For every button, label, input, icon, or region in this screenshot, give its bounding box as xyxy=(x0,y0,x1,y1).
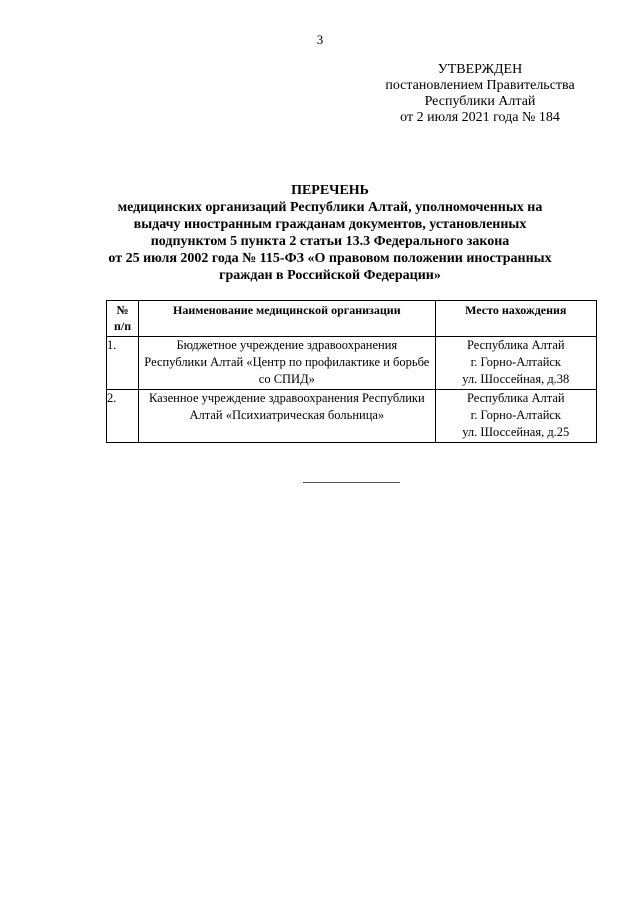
location-line: Республика Алтай xyxy=(466,338,565,352)
header-name xyxy=(139,301,435,337)
location-line: г. Горно-Алтайск xyxy=(470,355,561,369)
document-title xyxy=(100,182,560,284)
organizations-table xyxy=(106,300,597,443)
header-number-line-2: п/п xyxy=(113,319,132,333)
header-number-line-1: № xyxy=(116,303,129,317)
approval-line-1: УТВЕРЖДЕН xyxy=(437,62,523,77)
location-line: г. Горно-Алтайск xyxy=(470,408,561,422)
location-line: ул. Шоссейная, д.38 xyxy=(462,372,570,386)
header-name-text: Наименование медицинской организации xyxy=(173,303,401,317)
title-line-5: от 25 июля 2002 года № 115-ФЗ «О правовом положении иностранных xyxy=(108,251,552,266)
header-location xyxy=(435,301,596,337)
page-number: 3 xyxy=(316,32,324,47)
end-divider xyxy=(303,482,400,483)
organization-location xyxy=(435,390,596,443)
header-location-text: Место нахождения xyxy=(465,303,567,317)
title-line-6: граждан в Российской Федерации» xyxy=(219,268,441,283)
header-number xyxy=(107,301,139,337)
approval-line-4: от 2 июля 2021 года № 184 xyxy=(400,110,560,125)
table-header-row xyxy=(107,301,597,337)
approval-line-2: постановлением Правительства xyxy=(385,78,575,93)
title-line-2: медицинских организаций Республики Алтай, уполномоченных на xyxy=(117,200,543,215)
table-row xyxy=(107,337,597,390)
table-row xyxy=(107,390,597,443)
title-line-1: ПЕРЕЧЕНЬ xyxy=(291,183,369,198)
organization-name xyxy=(139,390,435,443)
organization-name-line: Алтай «Психиатрическая больница» xyxy=(189,408,385,422)
row-number: 1. xyxy=(107,337,139,390)
organization-name-line: Бюджетное учреждение здравоохранения xyxy=(176,338,398,352)
organization-name-line: Республики Алтай «Центр по профилактике и борьбе xyxy=(144,355,430,369)
title-line-3: выдачу иностранным гражданам документов, установленных xyxy=(133,217,527,232)
organization-name xyxy=(139,337,435,390)
organization-location xyxy=(435,337,596,390)
location-line: Республика Алтай xyxy=(466,391,565,405)
title-line-4: подпунктом 5 пункта 2 статьи 13.3 Федерального закона xyxy=(150,234,510,249)
approval-stamp xyxy=(360,62,600,126)
row-number: 2. xyxy=(107,390,139,443)
organization-name-line: со СПИД» xyxy=(258,372,315,386)
organization-name-line: Казенное учреждение здравоохранения Республики xyxy=(148,391,425,405)
location-line: ул. Шоссейная, д.25 xyxy=(462,425,570,439)
approval-line-3: Республики Алтай xyxy=(424,94,536,109)
